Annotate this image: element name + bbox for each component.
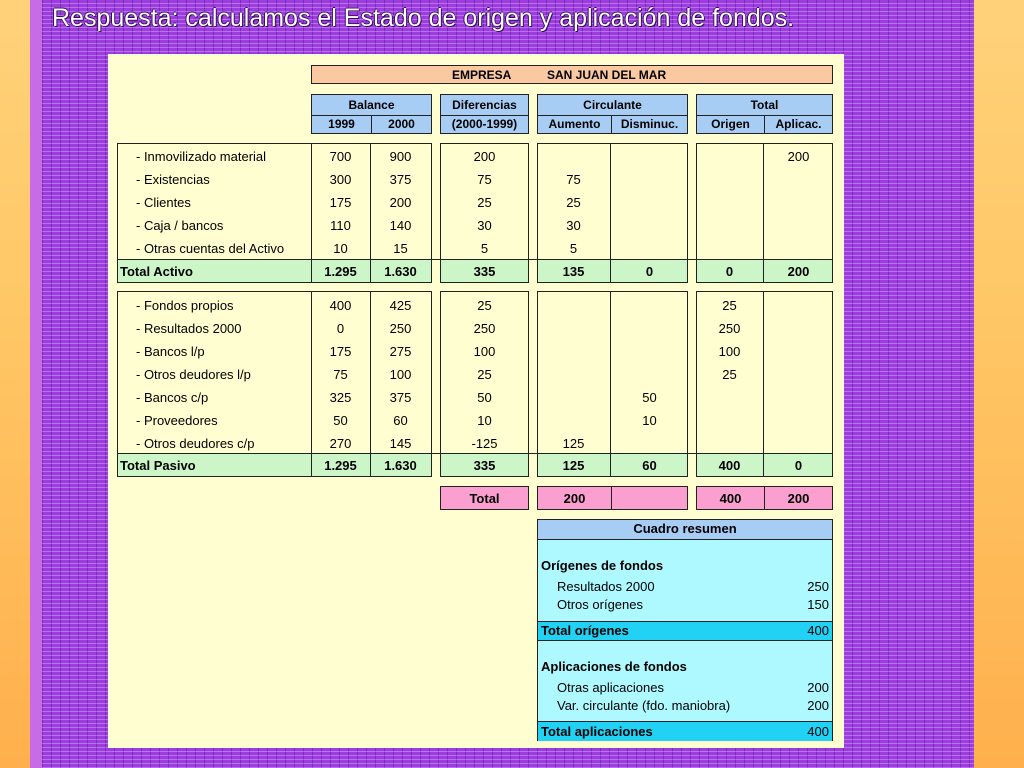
cell-1999: 270 [329,436,352,451]
diferencias-sub: (2000-1999) [451,117,518,131]
total-activo-ori: 0 [725,264,734,279]
cell-ori: 25 [722,298,737,313]
cell-2000: 250 [389,321,412,336]
grand-total-apl: 200 [787,491,810,506]
total-aplicaciones-value: 400 [807,724,829,739]
origen-item-value: 150 [807,597,829,612]
cell-1999: 10 [333,241,348,256]
cell-dif: -125 [471,436,498,451]
diferencias-header [440,94,529,134]
origen-item-label: Otros orígenes [557,597,643,612]
circulante-header [537,94,688,134]
aplicacion-item-label: Var. circulante (fdo. maniobra) [557,698,731,713]
total-activo-1999: 1.295 [324,264,357,279]
origenes-heading: Orígenes de fondos [541,558,664,573]
cell-2000: 145 [389,436,412,451]
cell-2000: 375 [389,172,412,187]
slide-title: Respuesta: calculamos el Estado de origen y aplicación de fondos. [52,4,795,32]
cell-dif: 30 [477,218,492,233]
row-label: - Existencias [136,172,210,187]
total-activo-dif: 335 [473,264,496,279]
empresa-name: SAN JUAN DEL MAR [547,68,667,82]
total-pasivo-apl: 0 [794,458,803,473]
cell-dif: 5 [480,241,489,256]
diferencias-label: Diferencias [452,98,517,112]
row-label: - Bancos c/p [136,390,209,405]
cell-1999: 325 [329,390,352,405]
circulante-label: Circulante [583,98,642,112]
cell-1999: 400 [329,298,352,313]
grand-total-ori: 400 [719,491,742,506]
row-label: - Bancos l/p [136,344,205,359]
cell-dis: 50 [642,390,657,405]
cell-dif: 10 [477,413,492,428]
aplicaciones-heading: Aplicaciones de fondos [541,659,687,674]
aplicacion-item-value: 200 [807,680,829,695]
total-aplicaciones-row [538,721,832,741]
cell-2000: 900 [389,149,412,164]
total-activo-dis: 0 [645,264,654,279]
grand-total-label: Total [469,491,500,506]
row-label: - Caja / bancos [136,218,224,233]
balance-label: Balance [348,98,395,112]
cell-2000: 15 [393,241,408,256]
spreadsheet [108,54,844,748]
cell-2000: 275 [389,344,412,359]
year-2000-header: 2000 [388,117,415,131]
total-pasivo-ori: 400 [718,458,741,473]
cell-aum: 25 [566,195,581,210]
total-pasivo-dif: 335 [473,458,496,473]
cell-2000: 140 [389,218,412,233]
aumento-header: Aumento [548,117,601,131]
cell-1999: 75 [333,367,348,382]
row-label: - Proveedores [136,413,218,428]
row-label: - Fondos propios [136,298,234,313]
cell-dif: 25 [477,298,492,313]
cell-dif: 25 [477,195,492,210]
grand-total-aum: 200 [563,491,586,506]
cell-2000: 100 [389,367,412,382]
row-label: - Inmovilizado material [136,149,267,164]
cell-1999: 0 [336,321,345,336]
disminuc-header: Disminuc. [620,117,679,131]
cell-dif: 50 [477,390,492,405]
cell-1999: 175 [329,344,352,359]
cell-2000: 200 [389,195,412,210]
cell-aum: 30 [566,218,581,233]
cell-1999: 300 [329,172,352,187]
year-1999-header: 1999 [328,117,355,131]
total-aplicaciones-label: Total aplicaciones [541,724,653,739]
cell-dif: 25 [477,367,492,382]
total-origenes-label: Total orígenes [541,623,629,638]
row-label: - Otras cuentas del Activo [136,241,285,256]
cell-dif: 200 [473,149,496,164]
cell-apl: 200 [787,149,810,164]
cell-1999: 700 [329,149,352,164]
cell-1999: 175 [329,195,352,210]
company-header [311,65,833,84]
cell-ori: 100 [718,344,741,359]
summary-box [537,519,833,741]
row-label: - Resultados 2000 [136,321,242,336]
grand-total-circ-box [537,486,688,510]
total-activo-2000: 1.630 [384,264,417,279]
total-origenes-value: 400 [807,623,829,638]
cell-ori: 25 [722,367,737,382]
total-pasivo-aum: 125 [562,458,585,473]
grand-total-total-box [696,486,833,510]
total-origenes-row [538,621,832,641]
total-pasivo-dis: 60 [642,458,657,473]
cell-2000: 425 [389,298,412,313]
cell-dis: 10 [642,413,657,428]
row-label: - Otros deudores l/p [136,367,251,382]
total-pasivo-label: Total Pasivo [120,458,196,473]
summary-title: Cuadro resumen [633,521,737,536]
cell-ori: 250 [718,321,741,336]
cell-2000: 60 [393,413,408,428]
cell-1999: 50 [333,413,348,428]
balance-header [311,94,432,134]
aplicacion-item-value: 200 [807,698,829,713]
grand-total-label-box [440,486,529,510]
aplicac-header: Aplicac. [775,117,822,131]
total-pasivo-1999: 1.295 [324,458,357,473]
row-label: - Otros deudores c/p [136,436,255,451]
cell-dif: 100 [473,344,496,359]
total-header [696,94,833,134]
total-activo-apl: 200 [787,264,810,279]
total-pasivo-2000: 1.630 [384,458,417,473]
total-activo-label: Total Activo [120,264,193,279]
empresa-label: EMPRESA [452,68,512,82]
row-label: - Clientes [136,195,191,210]
cell-aum: 125 [562,436,585,451]
cell-dif: 75 [477,172,492,187]
origen-header: Origen [711,117,750,131]
total-activo-aum: 135 [562,264,585,279]
cell-1999: 110 [330,218,351,233]
cell-2000: 375 [389,390,412,405]
cell-dif: 250 [473,321,496,336]
total-label: Total [750,98,779,112]
cell-aum: 75 [566,172,581,187]
origen-item-value: 250 [807,579,829,594]
aplicacion-item-label: Otras aplicaciones [557,680,664,695]
cell-aum: 5 [569,241,578,256]
origen-item-label: Resultados 2000 [557,579,655,594]
